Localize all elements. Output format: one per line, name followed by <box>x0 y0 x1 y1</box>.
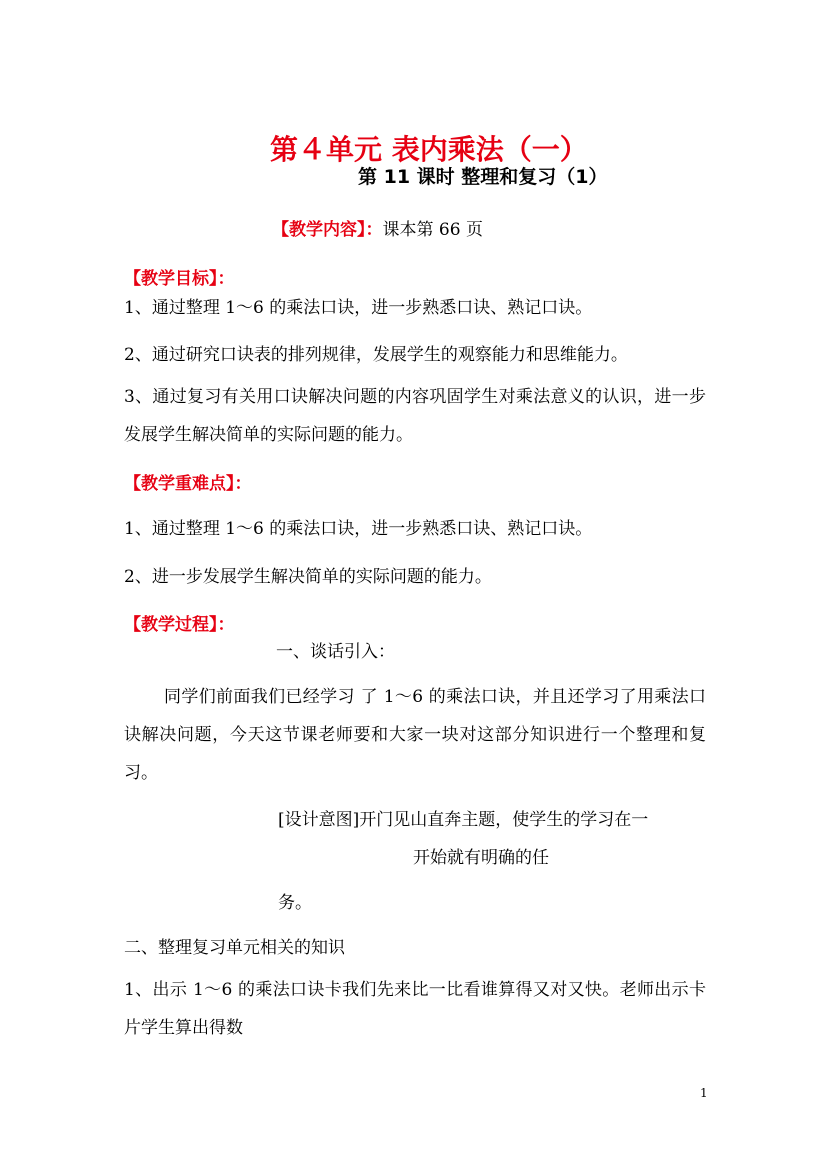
document-title: 第４单元 表内乘法（一） <box>270 133 588 166</box>
page-number: 1 <box>700 1086 708 1100</box>
section1-title: 一、谈话引入： <box>276 642 395 662</box>
teaching-content <box>272 215 483 240</box>
teaching-content-label: 【教学内容】： <box>272 220 383 240</box>
lesson-subtitle: 第 11 课时 整理和复习（1） <box>358 166 608 188</box>
objective-item-2: 2、通过研究口诀表的排列规律，发展学生的观察能力和思维能力。 <box>124 345 628 365</box>
section1-body: 同学们前面我们已经学习 了 1～6 的乘法口诀，并且还学习了用乘法口诀解决问题，今天这节课老师要和大家一块对这部分知识进行一个整理和复习。 <box>124 687 706 783</box>
process-label: 【教学过程】： <box>124 615 235 635</box>
design-intent-line1: [设计意图]开门见山直奔主题，使学生的学习在一 <box>278 810 649 830</box>
design-intent-line2: 开始就有明确的任 <box>413 848 549 868</box>
key-point-item-1: 1、通过整理 1～6 的乘法口诀，进一步熟悉口诀、熟记口诀。 <box>124 519 593 539</box>
objective-item-1: 1、通过整理 1～6 的乘法口诀，进一步熟悉口诀、熟记口诀。 <box>124 298 593 318</box>
objective-item-3: 3、通过复习有关用口诀解决问题的内容巩固学生对乘法意义的认识，进一步发展学生解决简单的实际问题的能力。 <box>124 387 706 445</box>
design-intent-line3: 务。 <box>278 893 312 913</box>
key-point-item-2: 2、进一步发展学生解决简单的实际问题的能力。 <box>124 567 492 587</box>
objectives-label: 【教学目标】： <box>124 269 235 289</box>
teaching-content-text: 课本第 66 页 <box>382 220 483 240</box>
section2-title: 二、整理复习单元相关的知识 <box>124 938 345 958</box>
key-points-label: 【教学重难点】： <box>124 474 252 494</box>
section2-item1: 1、出示 1～6 的乘法口诀卡我们先来比一比看谁算得又对又快。老师出示卡片学生算出得数 <box>124 980 706 1038</box>
